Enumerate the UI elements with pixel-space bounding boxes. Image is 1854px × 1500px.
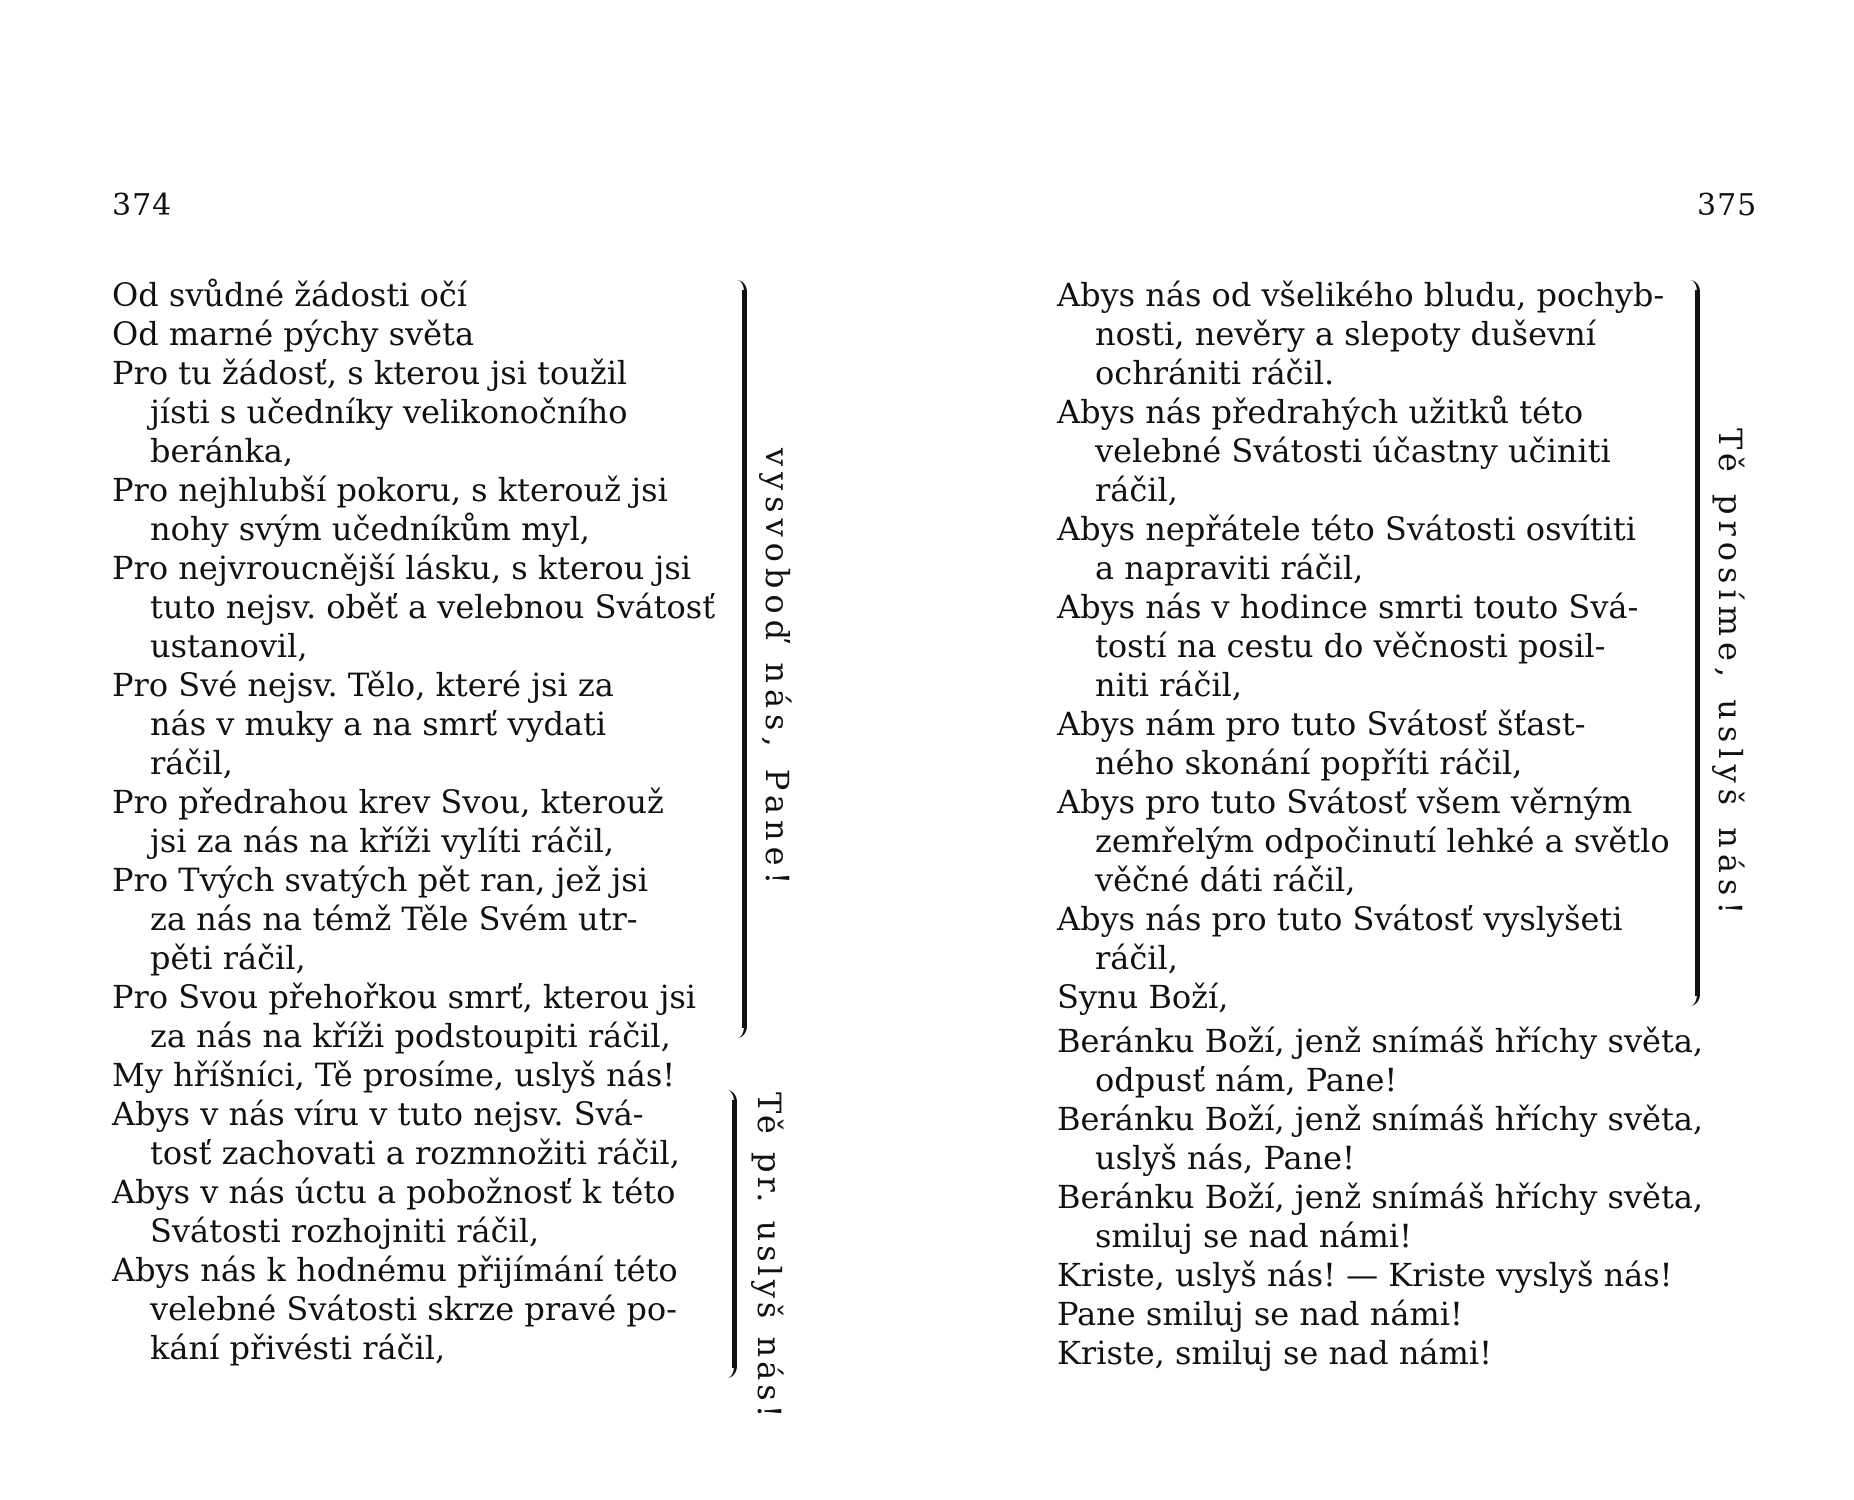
text-line: Abys v nás úctu a pobožnosť k této — [112, 1173, 676, 1211]
text-line: tuto nejsv. oběť a velebnou Svátosť — [150, 588, 716, 626]
text-line: Kriste, uslyš nás! — Kriste vyslyš nás! — [1057, 1256, 1673, 1294]
text-line: zemřelým odpočinutí lehké a světlo — [1095, 822, 1670, 860]
text-line: velebné Svátosti skrze pravé po- — [150, 1290, 677, 1328]
page-number-right: 375 — [1697, 188, 1758, 223]
text-line: Pro nejvroucnější lásku, s kterou jsi — [112, 549, 691, 587]
text-line: Abys nás pro tuto Svátosť vyslyšeti — [1057, 900, 1623, 938]
text-line: jsi za nás na kříži vylíti ráčil, — [150, 822, 615, 860]
text-line: Abys v nás víru v tuto nejsv. Svá- — [112, 1095, 644, 1133]
text-line: smiluj se nad námi! — [1095, 1217, 1412, 1255]
text-line: nohy svým učedníkům myl, — [150, 510, 590, 548]
closing-invocations — [1057, 1022, 1757, 1373]
litany-text-left — [112, 276, 722, 1368]
text-line: za nás na kříži podstoupiti ráčil, — [150, 1017, 671, 1055]
text-line: nosti, nevěry a slepoty duševní — [1095, 315, 1596, 353]
text-line: Pro tu žádosť, s kterou jsi toužil — [112, 354, 628, 392]
text-line: tosť zachovati a rozmnožiti ráčil, — [150, 1134, 680, 1172]
text-line: My hříšníci, Tě prosíme, uslyš nás! — [112, 1056, 676, 1094]
text-line: Abys nás k hodnému přijímání této — [112, 1251, 678, 1289]
text-line: a napraviti ráčil, — [1095, 549, 1364, 587]
text-line: niti ráčil, — [1095, 666, 1243, 704]
response-bracket-2 — [722, 1100, 737, 1368]
text-line: Pro Svou přehořkou smrť, kterou jsi — [112, 978, 697, 1016]
text-line: odpusť nám, Pane! — [1095, 1061, 1398, 1099]
text-line: beránka, — [150, 432, 294, 470]
response-vysvobod: vysvoboď nás, Pane! — [758, 448, 796, 891]
right-page — [927, 0, 1854, 1500]
text-line: Beránku Boží, jenž snímáš hříchy světa, — [1057, 1178, 1704, 1216]
text-line: ustanovil, — [150, 627, 308, 665]
text-line: ráčil, — [1095, 939, 1178, 977]
text-line: pěti ráčil, — [150, 939, 306, 977]
text-line: nás v muky a na smrť vydati — [150, 705, 607, 743]
text-line: ráčil, — [150, 744, 233, 782]
text-line: Od marné pýchy světa — [112, 315, 475, 353]
text-line: Abys nás v hodince smrti touto Svá- — [1057, 588, 1639, 626]
text-line: Pro Tvých svatých pět ran, jež jsi — [112, 861, 648, 899]
text-line: velebné Svátosti účastny učiniti — [1095, 432, 1611, 470]
litany-text-right — [1057, 276, 1677, 1017]
text-line: Pro Své nejsv. Tělo, které jsi za — [112, 666, 614, 704]
text-line: ného skonání popříti ráčil, — [1095, 744, 1523, 782]
text-line: Beránku Boží, jenž snímáš hříchy světa, — [1057, 1100, 1704, 1138]
text-line: jísti s učedníky velikonočního — [150, 393, 628, 431]
text-line: Pro předrahou krev Svou, kterouž — [112, 783, 664, 821]
response-te-prosime-short: Tě pr. uslyš nás! — [750, 1092, 788, 1422]
response-te-prosime: Tě prosíme, uslyš nás! — [1711, 428, 1749, 921]
response-bracket-3 — [1685, 290, 1700, 996]
text-line: Beránku Boží, jenž snímáš hříchy světa, — [1057, 1022, 1704, 1060]
text-line: Abys pro tuto Svátosť všem věrným — [1057, 783, 1633, 821]
text-line: Svátosti rozhojniti ráčil, — [150, 1212, 540, 1250]
text-line: Abys nás předrahých užitků této — [1057, 393, 1584, 431]
text-line: uslyš nás, Pane! — [1095, 1139, 1355, 1177]
text-line: ráčil, — [1095, 471, 1178, 509]
text-line: Kriste, smiluj se nad námi! — [1057, 1334, 1492, 1372]
response-bracket-1 — [732, 290, 747, 1028]
text-line: kání přivésti ráčil, — [150, 1329, 446, 1367]
text-line: za nás na témž Těle Svém utr- — [150, 900, 638, 938]
text-line: Abys nepřátele této Svátosti osvítiti — [1057, 510, 1636, 548]
text-line: Pro nejhlubší pokoru, s kterouž jsi — [112, 471, 668, 509]
text-line: Pane smiluj se nad námi! — [1057, 1295, 1463, 1333]
text-line: Od svůdné žádosti očí — [112, 276, 467, 314]
text-line: ochrániti ráčil. — [1095, 354, 1335, 392]
text-line: věčné dáti ráčil, — [1095, 861, 1356, 899]
page-number-left: 374 — [112, 188, 173, 223]
text-line: Abys nás od všelikého bludu, pochyb- — [1057, 276, 1665, 314]
text-line: Synu Boží, — [1057, 978, 1229, 1016]
text-line: tostí na cestu do věčnosti posil- — [1095, 627, 1606, 665]
text-line: Abys nám pro tuto Svátosť šťast- — [1057, 705, 1586, 743]
